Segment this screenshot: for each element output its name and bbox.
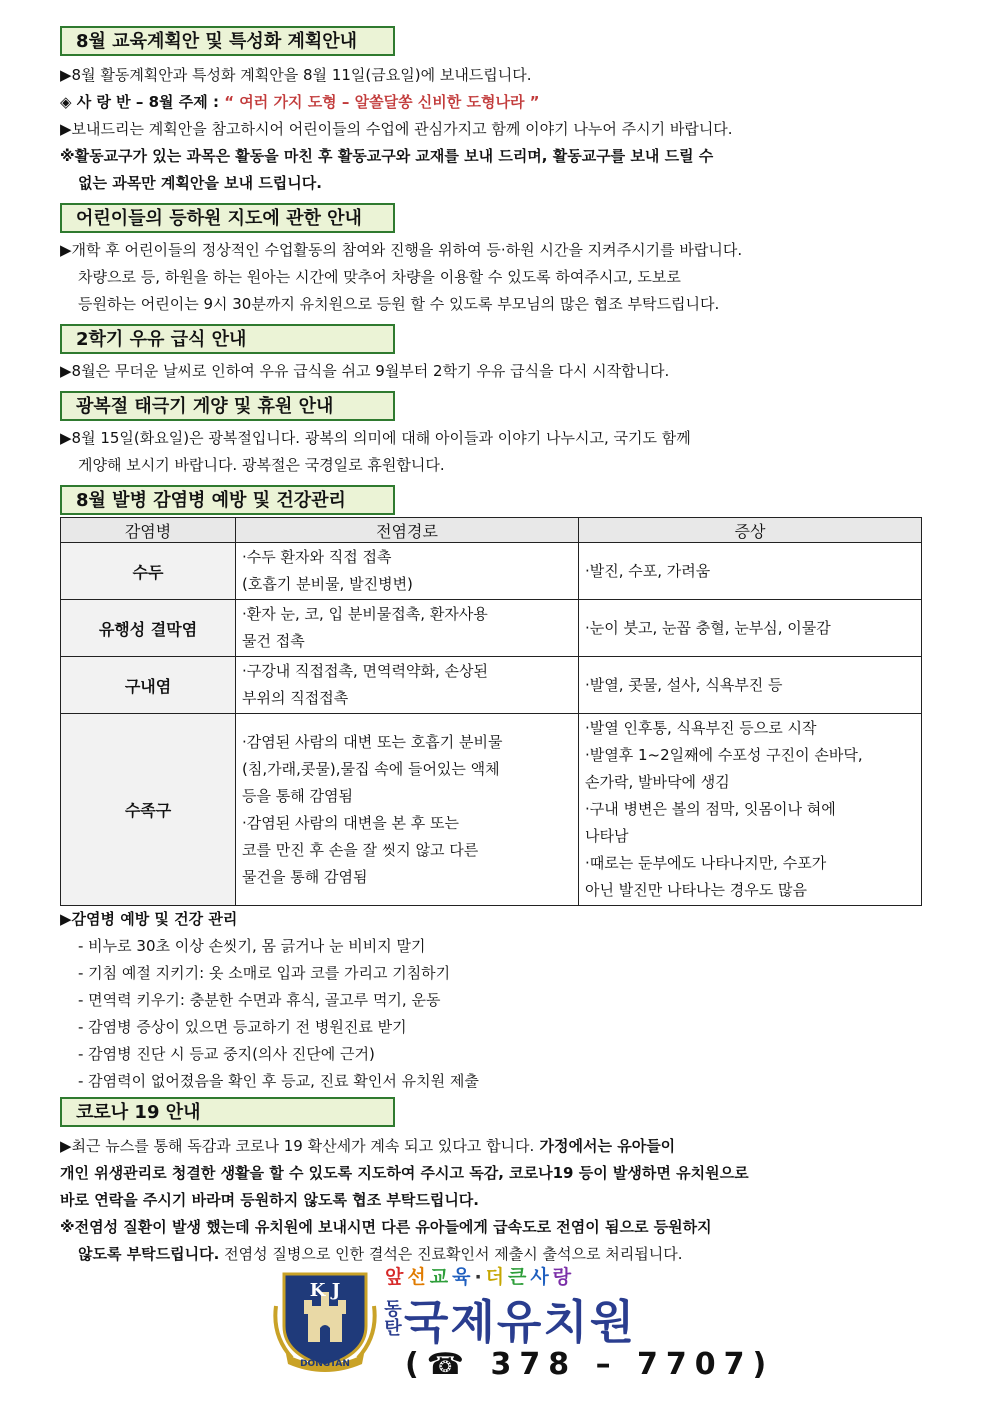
emblem-banner: DONGTAN	[300, 1359, 350, 1369]
prevention-item: - 기침 예절 지키기: 옷 소매로 입과 코를 가리고 기침하기	[78, 964, 451, 982]
route-line: (침,가래,콧물),물집 속에 들어있는 액체	[242, 759, 500, 778]
school-phone: (☎ 378 – 7707)	[405, 1347, 775, 1382]
table-row	[61, 543, 922, 600]
slogan-char: 랑	[552, 1266, 576, 1288]
school-name-text: 국제유치원	[404, 1295, 637, 1349]
notice-page	[60, 26, 936, 1268]
plan-note-2: 없는 과목만 계획안을 보내 드립니다.	[78, 174, 322, 192]
school-slogan	[385, 1262, 575, 1289]
disease-route	[236, 714, 579, 906]
liberation-line-1: ▶8월 15일(화요일)은 광복절입니다. 광복의 의미에 대해 아이들과 이야기 나누시고, 국기도 함께	[60, 429, 691, 447]
symptom-line: 손가락, 발바닥에 생김	[585, 773, 730, 791]
slogan-char: 선	[407, 1266, 430, 1288]
slogan-char: 교	[429, 1266, 453, 1288]
table-row	[61, 600, 922, 657]
symptom-line: ·구내 병변은 볼의 점막, 잇몸이나 혀에	[585, 800, 836, 818]
symptom-line: 아닌 발진만 나타나는 경우도 많음	[585, 881, 807, 899]
route-line: 등을 통해 감염됨	[242, 786, 353, 805]
symptom-line: 나타남	[585, 827, 629, 845]
symptom-line: ·발열 인후통, 식욕부진 등으로 시작	[585, 719, 817, 737]
prevention-item: - 감염력이 없어졌음을 확인 후 등교, 진료 확인서 유치원 제출	[78, 1072, 479, 1090]
plan-section-title: 8월 교육계획안 및 특성화 계획안내	[60, 26, 395, 56]
corona-line-1b: 가정에서는 유아들이	[534, 1137, 676, 1155]
milk-section-title: 2학기 우유 급식 안내	[60, 324, 395, 354]
disease-symptom	[579, 600, 922, 657]
header-disease: 감염병	[61, 518, 236, 543]
symptom-line: ·때로는 둔부에도 나타나지만, 수포가	[585, 854, 827, 872]
corona-note-1: ※전염성 질환이 발생 했는데 유치원에 보내시면 다른 유아들에게 급속도로 전염이 됨으로 등원하지	[60, 1218, 712, 1236]
slogan-char: 사	[530, 1266, 553, 1288]
prevention-item: - 면역력 키우기: 충분한 수면과 휴식, 골고루 먹기, 운동	[78, 991, 441, 1009]
theme-prefix: ◈ 사 랑 반 – 8월 주제 :	[60, 93, 219, 111]
attendance-line-2: 차량으로 등, 하원을 하는 원아는 시간에 맞추어 차량을 이용할 수 있도록 하여주시고, 도보로	[78, 268, 681, 286]
table-row	[61, 657, 922, 714]
header-symptom: 증상	[579, 518, 922, 543]
theme-text: “ 여러 가지 도형 – 알쏠달쏭 신비한 도형나라 ”	[224, 93, 540, 111]
symptom-line: ·눈이 붓고, 눈꼽 충혈, 눈부심, 이물감	[585, 618, 831, 637]
route-line: 물건을 통해 감염됨	[242, 867, 368, 886]
plan-note-1: ※활동교구가 있는 과목은 활동을 마친 후 활동교구와 교재를 보내 드리며, 활동교구를 보내 드릴 수	[60, 147, 714, 165]
symptom-line: ·발열, 콧물, 설사, 식욕부진 등	[585, 675, 783, 694]
disease-name: 구내염	[61, 657, 236, 714]
corona-line-1a: ▶최근 뉴스를 통해 독감과 코로나 19 확산세가 계속 되고 있다고 합니다.	[60, 1137, 535, 1155]
corona-line-2: 개인 위생관리로 청결한 생활을 할 수 있도록 지도하여 주시고 독감, 코로나19 등이 발생하면 유치원으로	[60, 1164, 749, 1182]
attendance-line-1: ▶개학 후 어린이들의 정상적인 수업활동의 참여와 진행을 위하여 등·하원 시간을 지켜주시기를 바랍니다.	[60, 241, 743, 259]
disease-table-header	[61, 518, 922, 543]
disease-table	[60, 517, 922, 906]
school-prefix-top: 동	[384, 1299, 402, 1320]
disease-symptom	[579, 543, 922, 600]
emblem-letters: K J	[309, 1280, 341, 1301]
route-line: 물건 접촉	[242, 632, 305, 650]
disease-section-title: 8월 발병 감염병 예방 및 건강관리	[60, 485, 395, 515]
school-prefix-bottom: 탄	[384, 1318, 402, 1339]
attendance-line-3: 등원하는 어린이는 9시 30분까지 유치원으로 등원 할 수 있도록 부모님의 많은 협조 부탁드립니다.	[78, 295, 720, 313]
prevention-item: - 비누로 30초 이상 손씻기, 몸 긁거나 눈 비비지 말기	[78, 937, 426, 955]
slogan-char: ·	[474, 1266, 486, 1288]
route-line: ·환자 눈, 코, 입 분비물접촉, 환자사용	[242, 605, 488, 623]
disease-symptom	[579, 657, 922, 714]
corona-line-3: 바로 연락을 주시기 바라며 등원하지 않도록 협조 부탁드립니다.	[60, 1191, 479, 1209]
prevention-title: ▶감염병 예방 및 건강 관리	[60, 910, 238, 928]
table-row	[61, 714, 922, 906]
disease-route	[236, 600, 579, 657]
disease-route	[236, 543, 579, 600]
prevention-item: - 감염병 증상이 있으면 등교하기 전 병원진료 받기	[78, 1018, 407, 1036]
school-logo-area	[270, 1262, 775, 1392]
school-emblem-icon	[270, 1266, 380, 1374]
corona-section-title: 코로나 19 안내	[60, 1097, 395, 1127]
route-line: ·수두 환자와 직접 접촉	[242, 548, 392, 566]
school-prefix	[382, 1300, 404, 1338]
disease-name: 유행성 결막염	[61, 600, 236, 657]
slogan-char: 큰	[508, 1266, 531, 1288]
disease-name: 수두	[61, 543, 236, 600]
corona-note-2b: 전염성 질병으로 인한 결석은 진료확인서 제출시 출석으로 처리됩니다.	[219, 1245, 683, 1263]
prevention-item: - 감염병 진단 시 등교 중지(의사 진단에 근거)	[78, 1045, 375, 1063]
slogan-char: 육	[452, 1266, 475, 1288]
corona-line-1	[60, 1133, 936, 1160]
slogan-char: 더	[485, 1266, 509, 1288]
liberation-line-2: 게양해 보시기 바랍니다. 광복절은 국경일로 휴원합니다.	[78, 456, 445, 474]
route-line: (호흡기 분비물, 발진병변)	[242, 575, 413, 593]
header-route: 전염경로	[236, 518, 579, 543]
corona-note-2a: 않도록 부탁드립니다.	[78, 1245, 220, 1263]
route-line: ·감염된 사람의 대변 또는 호흡기 분비물	[242, 732, 503, 751]
milk-line-1: ▶8월은 무더운 날씨로 인하여 우유 급식을 쉬고 9월부터 2학기 우유 급식을 다시 시작합니다.	[60, 362, 670, 380]
route-line: 코를 만진 후 손을 잘 씻지 않고 다른	[242, 840, 479, 859]
symptom-line: ·발열후 1~2일째에 수포성 구진이 손바닥,	[585, 746, 863, 764]
route-line: 부위의 직접접촉	[242, 689, 349, 707]
symptom-line: ·발진, 수포, 가려움	[585, 561, 711, 580]
plan-line-1: ▶8월 활동계획안과 특성화 계획안을 8월 11일(금요일)에 보내드립니다.	[60, 66, 532, 84]
slogan-char: 앞	[385, 1266, 408, 1288]
plan-theme	[60, 89, 936, 116]
liberation-section-title: 광복절 태극기 게양 및 휴원 안내	[60, 391, 395, 421]
route-line: ·감염된 사람의 대변을 본 후 또는	[242, 813, 459, 832]
route-line: ·구강내 직접접촉, 면역력약화, 손상된	[242, 662, 488, 680]
attendance-section-title: 어린이들의 등하원 지도에 관한 안내	[60, 203, 395, 233]
school-name	[382, 1286, 636, 1352]
disease-name: 수족구	[61, 714, 236, 906]
disease-route	[236, 657, 579, 714]
disease-symptom	[579, 714, 922, 906]
plan-line-2: ▶보내드리는 계획안을 참고하시어 어린이들의 수업에 관심가지고 함께 이야기 나누어 주시기 바랍니다.	[60, 120, 733, 138]
